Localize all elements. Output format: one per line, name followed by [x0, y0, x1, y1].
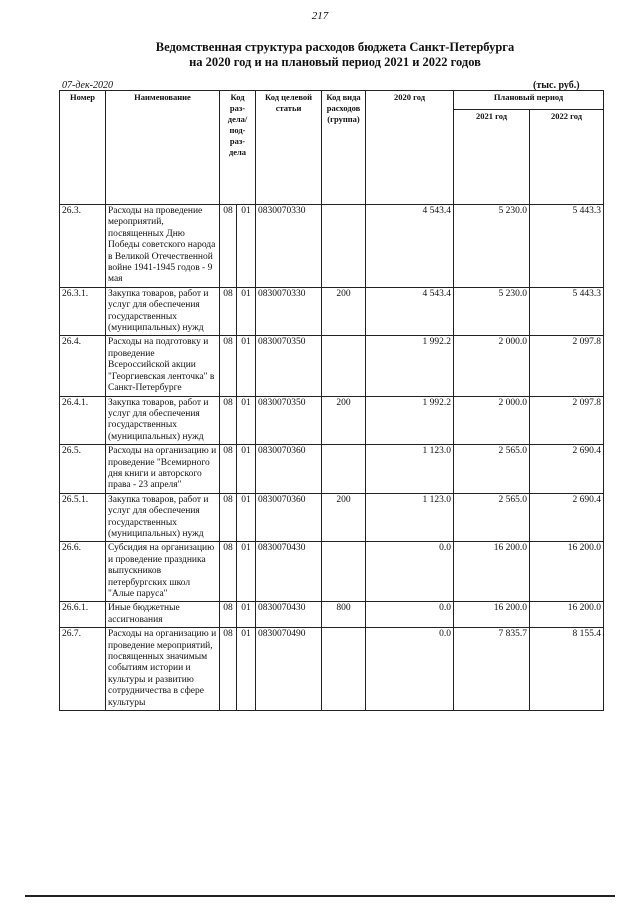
row-amount-2022: 16 200.0: [530, 542, 604, 602]
row-amount-2020: 0.0: [366, 542, 454, 602]
row-subsection: 01: [237, 445, 256, 494]
row-name: Закупка товаров, работ и услуг для обеспечения государственных (муниципальных) нужд: [106, 287, 220, 336]
document-date: 07-дек-2020: [62, 80, 113, 91]
table-row: [60, 542, 604, 602]
row-amount-2020: 0.0: [366, 628, 454, 711]
row-amount-2021: 16 200.0: [454, 542, 530, 602]
row-amount-2022: 16 200.0: [530, 602, 604, 628]
row-amount-2022: 2 097.8: [530, 396, 604, 445]
header-name: Наименование: [106, 91, 220, 205]
row-section: 08: [220, 602, 237, 628]
header-section-code: Код раз- дела/ под- раз- дела: [220, 91, 256, 205]
row-target-code: 0830070360: [256, 493, 322, 542]
row-expense-type: [322, 205, 366, 288]
row-number: 26.7.: [60, 628, 106, 711]
row-section: 08: [220, 628, 237, 711]
row-amount-2021: 2 000.0: [454, 336, 530, 396]
row-target-code: 0830070360: [256, 445, 322, 494]
table-row: [60, 396, 604, 445]
title-line-1: Ведомственная структура расходов бюджета Санкт-Петербурга: [155, 40, 515, 54]
row-expense-type: [322, 445, 366, 494]
row-number: 26.3.: [60, 205, 106, 288]
row-amount-2022: 5 443.3: [530, 205, 604, 288]
row-amount-2021: 2 565.0: [454, 445, 530, 494]
row-name: Расходы на организацию и проведение "Всемирного дня книги и авторского права - 23 апреля": [106, 445, 220, 494]
row-section: 08: [220, 205, 237, 288]
row-number: 26.6.: [60, 542, 106, 602]
row-amount-2021: 5 230.0: [454, 287, 530, 336]
header-plan-period: Плановый период: [454, 91, 604, 110]
row-target-code: 0830070350: [256, 396, 322, 445]
row-expense-type: 200: [322, 396, 366, 445]
row-subsection: 01: [237, 602, 256, 628]
row-number: 26.5.: [60, 445, 106, 494]
header-number: Номер: [60, 91, 106, 205]
title-line-2: на 2020 год и на плановый период 2021 и 2022 годов: [189, 55, 481, 69]
page-number: 217: [311, 10, 329, 22]
row-name: Расходы на организацию и проведение мероприятий, посвященных значимым событиям истории и культуры и развитию сотрудничества в сфере культуры: [106, 628, 220, 711]
row-section: 08: [220, 287, 237, 336]
row-number: 26.6.1.: [60, 602, 106, 628]
row-amount-2021: 7 835.7: [454, 628, 530, 711]
row-expense-type: [322, 336, 366, 396]
header-2022: 2022 год: [530, 110, 604, 205]
row-expense-type: 200: [322, 287, 366, 336]
row-subsection: 01: [237, 396, 256, 445]
header-target-code: Код целевой статьи: [256, 91, 322, 205]
units-label: (тыс. руб.): [533, 80, 580, 91]
row-amount-2022: 2 690.4: [530, 445, 604, 494]
row-target-code: 0830070490: [256, 628, 322, 711]
row-target-code: 0830070430: [256, 602, 322, 628]
row-amount-2020: 1 123.0: [366, 445, 454, 494]
row-name: Расходы на подготовку и проведение Всероссийской акции "Георгиевская ленточка" в Санкт-Петербурге: [106, 336, 220, 396]
row-name: Закупка товаров, работ и услуг для обеспечения государственных (муниципальных) нужд: [106, 396, 220, 445]
row-section: 08: [220, 336, 237, 396]
row-amount-2022: 5 443.3: [530, 287, 604, 336]
row-number: 26.4.1.: [60, 396, 106, 445]
row-target-code: 0830070330: [256, 287, 322, 336]
row-number: 26.3.1.: [60, 287, 106, 336]
row-target-code: 0830070330: [256, 205, 322, 288]
document-title: [40, 40, 630, 70]
table-row: [60, 205, 604, 288]
row-amount-2021: 16 200.0: [454, 602, 530, 628]
row-amount-2020: 4 543.4: [366, 205, 454, 288]
row-expense-type: 200: [322, 493, 366, 542]
row-amount-2020: 4 543.4: [366, 287, 454, 336]
row-amount-2022: 2 097.8: [530, 336, 604, 396]
row-amount-2020: 0.0: [366, 602, 454, 628]
row-name: Закупка товаров, работ и услуг для обеспечения государственных (муниципальных) нужд: [106, 493, 220, 542]
page-bottom-rule: [25, 895, 615, 897]
header-2020: 2020 год: [366, 91, 454, 205]
row-subsection: 01: [237, 336, 256, 396]
header-expense-type-code: Код вида расходов (группа): [322, 91, 366, 205]
table-row: [60, 336, 604, 396]
row-section: 08: [220, 493, 237, 542]
table-row: [60, 445, 604, 494]
row-name: Иные бюджетные ассигнования: [106, 602, 220, 628]
row-section: 08: [220, 542, 237, 602]
table-row: [60, 602, 604, 628]
row-amount-2020: 1 123.0: [366, 493, 454, 542]
row-target-code: 0830070350: [256, 336, 322, 396]
row-section: 08: [220, 396, 237, 445]
header-2021: 2021 год: [454, 110, 530, 205]
row-amount-2022: 8 155.4: [530, 628, 604, 711]
budget-table: [59, 90, 604, 711]
row-subsection: 01: [237, 493, 256, 542]
row-amount-2020: 1 992.2: [366, 336, 454, 396]
row-expense-type: [322, 542, 366, 602]
row-amount-2021: 5 230.0: [454, 205, 530, 288]
row-expense-type: 800: [322, 602, 366, 628]
row-amount-2021: 2 000.0: [454, 396, 530, 445]
row-number: 26.4.: [60, 336, 106, 396]
row-expense-type: [322, 628, 366, 711]
row-name: Расходы на проведение мероприятий, посвященных Дню Победы советского народа в Великой Отечественной войне 1941-1945 годов - 9 мая: [106, 205, 220, 288]
row-subsection: 01: [237, 287, 256, 336]
row-section: 08: [220, 445, 237, 494]
table-row: [60, 493, 604, 542]
row-amount-2020: 1 992.2: [366, 396, 454, 445]
table-row: [60, 628, 604, 711]
row-amount-2021: 2 565.0: [454, 493, 530, 542]
row-number: 26.5.1.: [60, 493, 106, 542]
row-subsection: 01: [237, 542, 256, 602]
table-row: [60, 287, 604, 336]
row-target-code: 0830070430: [256, 542, 322, 602]
row-subsection: 01: [237, 628, 256, 711]
row-subsection: 01: [237, 205, 256, 288]
row-amount-2022: 2 690.4: [530, 493, 604, 542]
header-row: [60, 91, 604, 110]
row-name: Субсидия на организацию и проведение праздника выпускников петербургских школ "Алые паруса": [106, 542, 220, 602]
